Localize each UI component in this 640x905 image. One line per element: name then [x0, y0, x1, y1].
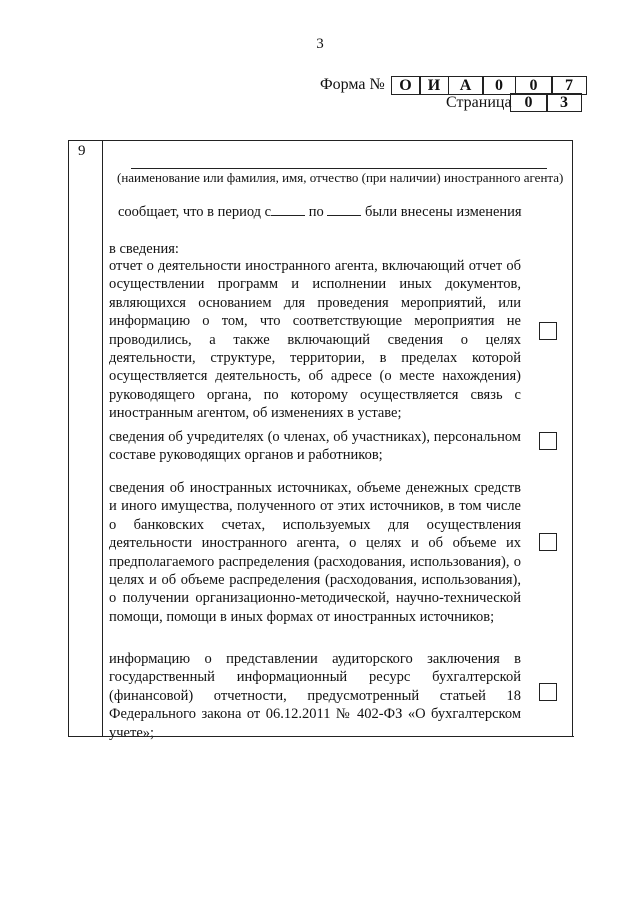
intro-text: в сведения: [109, 241, 179, 257]
period-end-field[interactable] [327, 215, 361, 216]
agent-name-caption: (наименование или фамилия, имя, отчество (при наличии) иностранного агента) [117, 170, 564, 185]
item-foreign-sources: сведения об иностранных источниках, объеме денежных средств и иного имущества, полученного от этих источников, в том числе о банковских счетах, используемых для осуществления деятельности иностранного агента, о целях и об объеме их предполагаемого распределения (расходования, использования), о целях и об объеме распределения (расходования, использования), о получении организационно-методической, научно-технической помощи, помощи в иных формах от иностранных источников; [109, 480, 521, 625]
period-middle: по [308, 204, 324, 220]
form-code-cell: 0 [515, 76, 553, 95]
item-activity-report: отчет о деятельности иностранного агента, включающий отчет об осуществлении программ и исполнении иных документов, являющихся основанием для проведения мероприятий, или информацию о том, что соответствующие мероприятия не проводились, а также включающий сведения о целях деятельности, структуре, территории, в пределах которой осуществляется деятельность, об адресе (о месте нахождения) руководящего органа, по которому осуществляется связь с иностранным агентом, об изменениях в уставе; [109, 258, 521, 422]
period-statement [118, 204, 522, 221]
form-code-cell: 0 [482, 76, 516, 95]
form-page-cells [511, 93, 582, 112]
form-page-cell: 0 [510, 93, 548, 112]
page-number: 3 [316, 36, 324, 52]
agent-name-field[interactable] [131, 168, 547, 169]
checkbox-foreign-sources[interactable] [539, 533, 557, 551]
form-code-cell: А [448, 76, 484, 95]
item-founders: сведения об учредителях (о членах, об участниках), персональном составе руководящих органов и работников; [109, 429, 521, 464]
form-page-label: Страница [446, 94, 512, 111]
section-number: 9 [78, 143, 86, 159]
section-bottom-border [68, 736, 574, 737]
form-code-cell: О [391, 76, 421, 95]
form-page-cell: 3 [546, 93, 582, 112]
form-number-label: Форма № [320, 76, 385, 93]
checkbox-activity-report[interactable] [539, 322, 557, 340]
form-code-cell: И [419, 76, 449, 95]
section-9-box [68, 140, 573, 741]
period-suffix: были внесены изменения [365, 204, 522, 220]
checkbox-audit-report[interactable] [539, 683, 557, 701]
section-divider [102, 141, 103, 737]
form-code-cell: 7 [551, 76, 587, 95]
item-audit-report: информацию о представлении аудиторского заключения в государственный информационный ресурс бухгалтерской (финансовой) отчетности, предусмотренный статьей 18 Федерального закона от 06.12.2011 № 402-ФЗ «О бухгалтерском учете»; [109, 651, 521, 741]
checkbox-founders[interactable] [539, 432, 557, 450]
period-start-field[interactable] [271, 215, 305, 216]
period-prefix: сообщает, что в период с [118, 204, 272, 220]
